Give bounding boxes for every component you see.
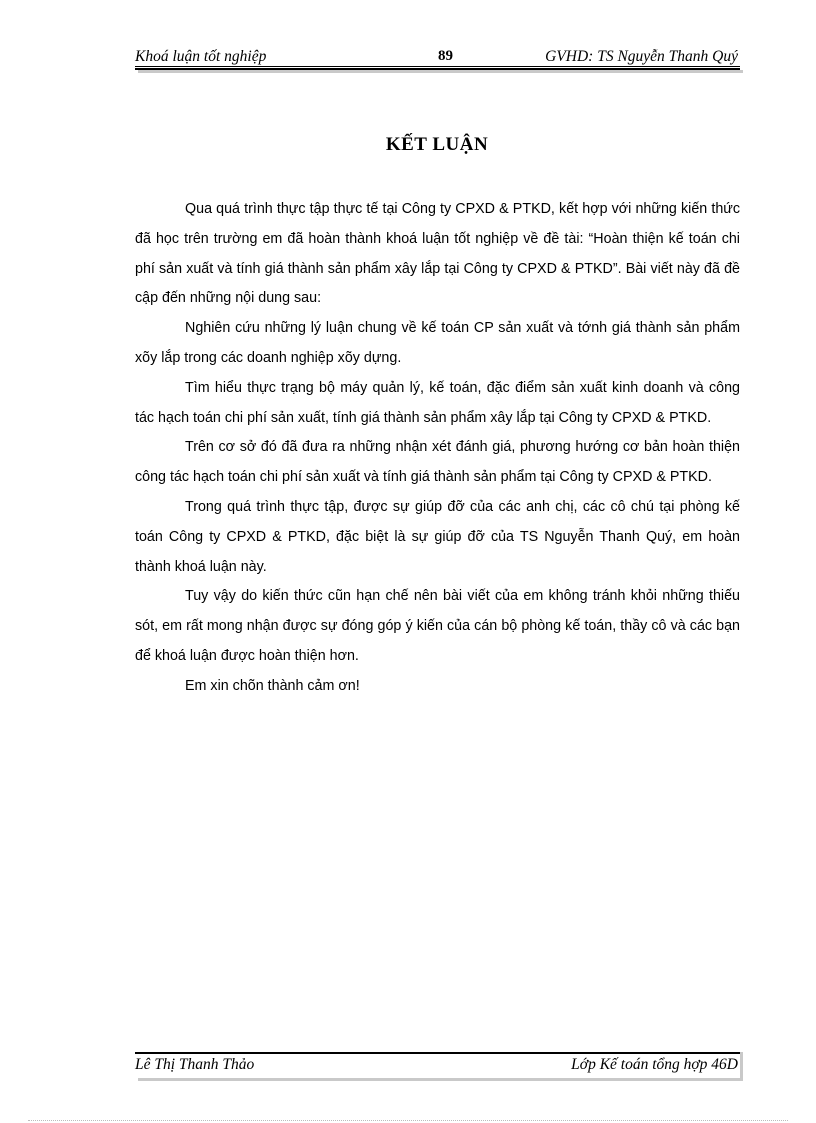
header-rule-thin [135, 66, 740, 67]
paragraph: Em xin chõn thành cảm ơn! [185, 677, 360, 694]
page-footer [135, 1056, 740, 1078]
footer-rule-thick [135, 1052, 740, 1054]
page-title: KẾT LUẬN [385, 134, 489, 155]
footer-shadow-bottom [138, 1078, 743, 1081]
footer-class: Lớp Kế toán tổng hợp 46D [571, 1056, 738, 1073]
header-thesis-label: Khoá luận tốt nghiệp [135, 48, 267, 65]
paragraph: Trên cơ sở đó đã đưa ra những nhận xét đánh giá, phương hướng cơ bản hoàn thiện công tác hạch toán chi phí sản xuất và tính giá thành sản phẩm tại Công ty CPXD & PTKD. [135, 439, 740, 486]
header-supervisor: GVHD: TS Nguyễn Thanh Quý [545, 48, 738, 65]
footer-shadow-right [740, 1052, 743, 1078]
paragraph: Trong quá trình thực tập, được sự giúp đỡ của các anh chị, các cô chú tại phòng kế toán Công ty CPXD & PTKD, đặc biệt là sự giúp đỡ của TS Nguyễn Thanh Quý, em hoàn thành khoá luận này. [135, 498, 740, 575]
paragraph: Qua quá trình thực tập thực tế tại Công ty CPXD & PTKD, kết hợp với những kiến thức đã học trên trường em đã hoàn thành khoá luận tốt nghiệp về đề tài: “Hoàn thiện kế toán chi phí sản xuất và tính giá thành sản phẩm xây lắp tại Công ty CPXD & PTKD”. Bài viết này đã đề cập đến những nội dung sau: [135, 201, 740, 307]
header-shadow [138, 70, 743, 73]
page-edge-dotted-line [28, 1120, 788, 1121]
footer-author: Lê Thị Thanh Thảo [135, 1056, 255, 1073]
paragraph: Tuy vậy do kiến thức cũn hạn chế nên bài viết của em không tránh khỏi những thiếu sót, em rất mong nhận được sự đóng góp ý kiến của cán bộ phòng kế toán, thầy cô và các bạn để khoá luận được hoàn thiện hơn. [135, 588, 740, 664]
paragraph: Tìm hiểu thực trạng bộ máy quản lý, kế toán, đặc điểm sản xuất kinh doanh và công tác hạch toán chi phí sản xuất, tính giá thành sản phẩm xây lắp tại Công ty CPXD & PTKD. [135, 379, 740, 426]
page-number: 89 [438, 48, 453, 64]
body-text [135, 195, 740, 702]
paragraph: Nghiên cứu những lý luận chung về kế toán CP sản xuất và tớnh giá thành sản phẩm xõy lắp trong các doanh nghiệp xõy dựng. [135, 320, 740, 366]
